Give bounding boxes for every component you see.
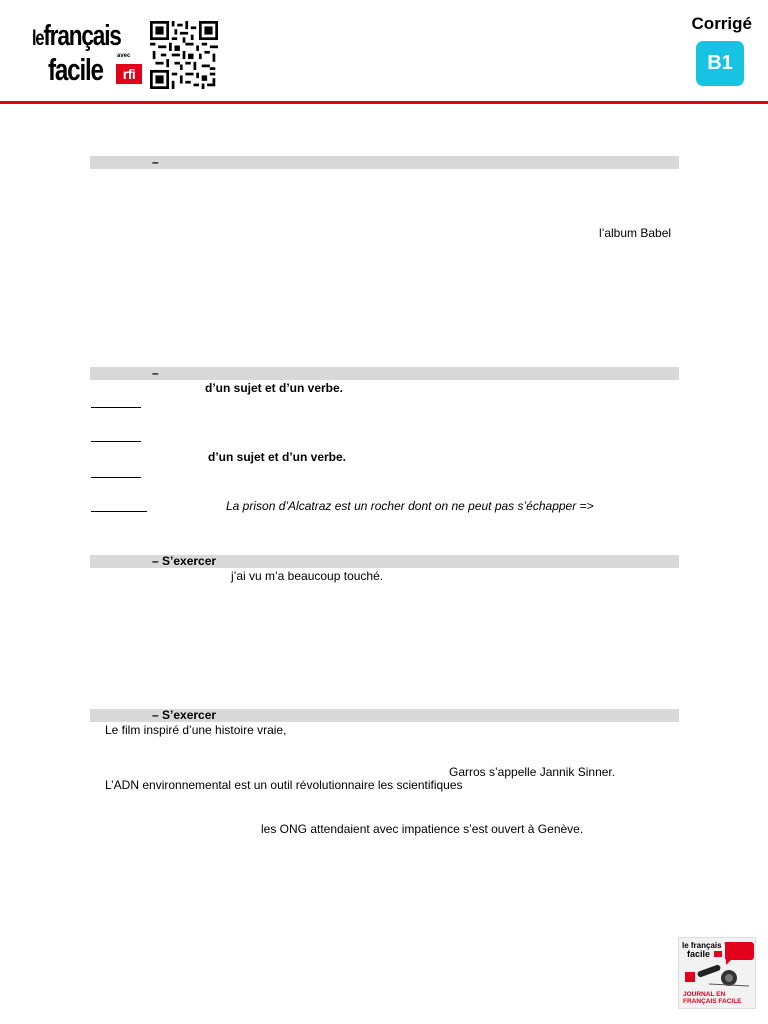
section-1-heading: – xyxy=(152,155,159,169)
logo-line2: facile xyxy=(48,52,103,87)
section-2-example: La prison d’Alcatraz est un rocher dont on ne peut pas s’échapper => xyxy=(226,499,594,513)
logo-line1: lefrançais xyxy=(32,20,121,52)
section-2-heading-bar xyxy=(90,367,679,380)
section-4-heading: – S’exercer xyxy=(152,708,217,722)
section-4-line-1: Le film inspiré d’une histoire vraie, xyxy=(105,723,287,737)
section-3-text: j’ai vu m’a beaucoup touché. xyxy=(231,569,384,583)
section-1-heading-bar xyxy=(90,156,679,169)
rfi-logo: rfi xyxy=(116,64,142,84)
footer-caption-2: FRANÇAIS FACILE xyxy=(683,998,742,1005)
answer-blank-1 xyxy=(91,407,141,408)
section-2-text-1: d’un sujet et d’un verbe. xyxy=(205,381,344,395)
section-2-heading: – xyxy=(152,366,159,380)
footer-logo-line1: le français xyxy=(682,941,722,950)
section-4-line-2: Garros s’appelle Jannik Sinner. xyxy=(449,765,616,779)
header-divider xyxy=(0,101,768,104)
footer-caption-1: JOURNAL EN xyxy=(683,991,726,998)
le-francais-facile-logo xyxy=(32,20,144,90)
footer-logo-line2: facile xyxy=(687,949,711,959)
section-1-text: l’album Babel xyxy=(599,226,672,240)
answer-blank-3 xyxy=(91,477,141,478)
journal-en-francais-facile-logo xyxy=(678,937,756,1009)
level-badge: B1 xyxy=(696,41,744,86)
logo-avec: avec xyxy=(117,53,131,59)
section-3-heading: – S’exercer xyxy=(152,554,217,568)
section-4-heading-bar xyxy=(90,709,679,722)
qr-code-icon xyxy=(150,21,218,89)
section-2-text-2: d’un sujet et d’un verbe. xyxy=(208,450,347,464)
corrige-title: Corrigé xyxy=(691,14,752,33)
answer-blank-4 xyxy=(91,511,147,512)
answer-blank-2 xyxy=(91,441,141,442)
section-3-heading-bar xyxy=(90,555,679,568)
section-4-line-3: L’ADN environnemental est un outil révolutionnaire les scientifiques xyxy=(105,778,463,792)
section-4-line-4: les ONG attendaient avec impatience s’est ouvert à Genève. xyxy=(261,822,584,836)
journal-logo-graphic xyxy=(679,938,755,1008)
